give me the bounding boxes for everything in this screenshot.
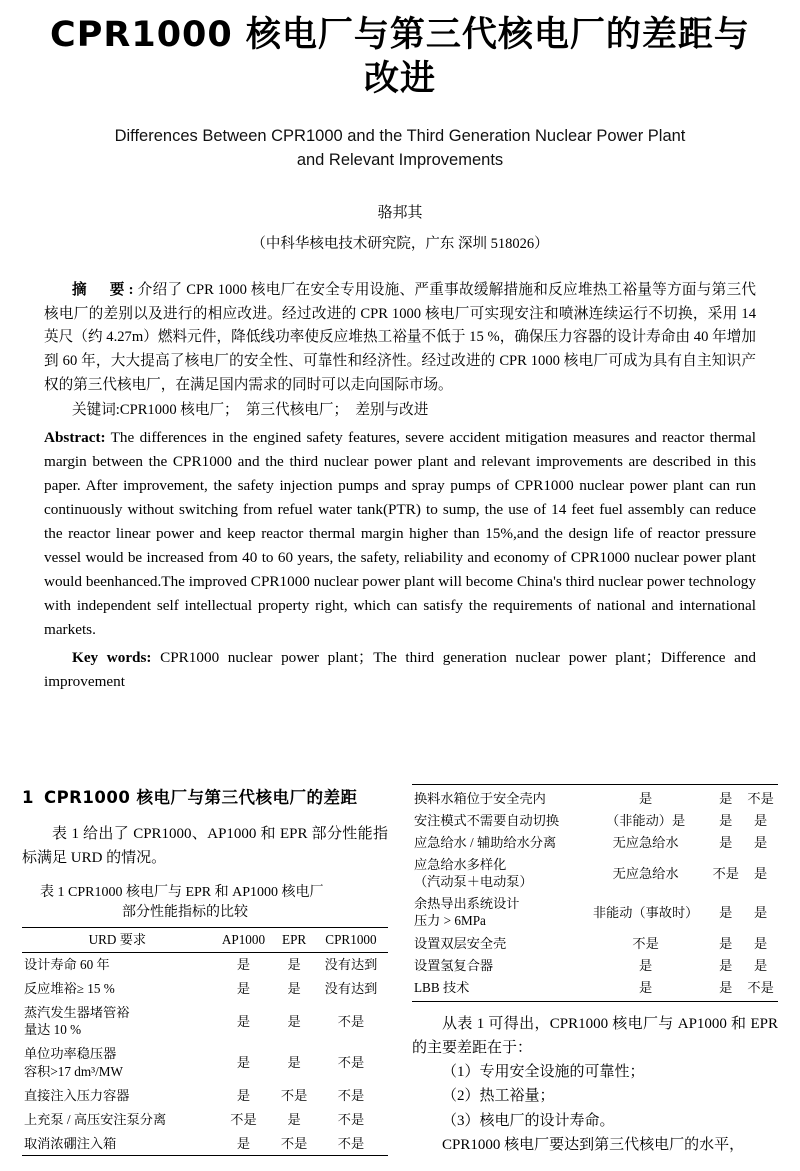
table-cell: 不是 — [337, 1087, 365, 1103]
table-cell: 不是 — [747, 979, 774, 995]
table-cell: 是 — [236, 957, 251, 972]
table-cell: 不是 — [747, 790, 774, 806]
section-title: CPR1000 核电厂与第三代核电厂的差距 — [43, 788, 358, 807]
title-english-line1: Differences Between CPR1000 and the Third Generation Nuclear Power Plant — [114, 126, 686, 145]
table-cell: 是 — [753, 834, 768, 850]
keywords-chinese-label: 关键词: — [72, 402, 120, 419]
table-cell: 是 — [719, 957, 733, 973]
affiliation: （中科华核电技术研究院，广东 深圳 518026） — [251, 236, 549, 252]
table-cell: 是 — [719, 979, 733, 995]
table-row — [412, 954, 778, 976]
table-row — [22, 1108, 388, 1132]
list-item: （1）专用安全设施的可靠性； — [442, 1064, 645, 1081]
table-row — [22, 1001, 388, 1043]
table-cell: 是 — [753, 904, 768, 920]
table1-caption-line2: 部分性能指标的比较 — [122, 904, 248, 920]
table-cell: 是 — [639, 790, 653, 806]
table-cell: 是 — [753, 812, 768, 828]
table-cell: 设计寿命 60 年 — [24, 957, 110, 972]
table1-column-header: EPR — [274, 928, 314, 953]
table-row — [412, 932, 778, 954]
abstract-chinese-text: 介绍了 CPR 1000 核电厂在安全专用设施、严重事故缓解措施和反应堆热工裕量等方面与第三代核电厂的差别以及进行的相应改进。经过改进的 CPR 1000 核电厂可实现安注和喷淋连续运行不切换，采用 14 英尺（约 4.27m）燃料元件，降低线功率使反应堆热工裕量不低于 15 %，确保压力容器的设计寿命由 40 年增加到 60 年，大大提高了核电厂的安全性、可靠性和经济性。经过改进的 CPR 1000 核电厂可成为具有自主知识产权的第三代核电厂，在满足国内需求的同时可以走向国际市场。 — [44, 282, 756, 393]
right-column — [412, 784, 778, 1157]
table-cell: 不是 — [337, 1135, 365, 1151]
table-cell: 是 — [287, 957, 301, 972]
table1-body — [22, 953, 388, 1156]
table-row — [22, 1132, 388, 1156]
page-title: CPR1000 核电厂与第三代核电厂的差距与改进 — [50, 15, 750, 99]
table-cell: 不是 — [230, 1111, 257, 1127]
table-cell: 是 — [719, 834, 733, 850]
abstract-chinese-label: 摘 要: — [72, 282, 138, 298]
table-row — [412, 976, 778, 998]
keywords-english-text: CPR1000 nuclear power plant；The third generation nuclear power plant；Difference and improvement — [44, 648, 757, 690]
abstract-english-label: Abstract: — [44, 428, 106, 446]
author: 骆邦其 — [377, 205, 423, 221]
section-number: 1 — [22, 788, 34, 807]
table-row — [412, 853, 778, 892]
table1-head — [22, 928, 388, 953]
table-cell: 应急给水 / 辅助给水分离 — [414, 834, 557, 850]
table-cell: 安注模式不需要自动切换 — [414, 812, 560, 828]
table-cell: 是 — [236, 980, 251, 996]
table-row — [412, 893, 778, 932]
table-cell: （非能动）是 — [606, 812, 686, 828]
table-cell: 不是 — [712, 865, 739, 881]
table2-wrap — [412, 784, 778, 1002]
table1-column-header: CPR1000 — [314, 928, 388, 953]
table1-column-header: URD 要求 — [22, 928, 213, 953]
table1-column-header: AP1000 — [213, 928, 275, 953]
table1-caption-line1: 表 1 CPR1000 核电厂与 EPR 和 AP1000 核电厂 — [40, 884, 324, 900]
table-cell: 是 — [287, 1055, 301, 1071]
table-row — [412, 787, 778, 809]
left-column — [22, 784, 388, 1157]
keywords-chinese — [44, 399, 756, 423]
table-cell: 是 — [287, 1013, 301, 1029]
table2 — [412, 787, 778, 999]
table-cell: 是 — [719, 935, 733, 951]
table-cell: 单位功率稳压器 容积>17 dm³/MW — [24, 1046, 123, 1080]
right-closing-paragraph: CPR1000 核电厂要达到第三代核电厂的水平， — [442, 1137, 745, 1154]
table-cell: 是 — [236, 1087, 251, 1103]
table-row — [412, 809, 778, 831]
table-cell: 余热导出系统设计 压力 > 6MPa — [414, 896, 520, 929]
table-row — [22, 1084, 388, 1108]
table-row — [22, 977, 388, 1001]
table-cell: 无应急给水 — [612, 834, 679, 850]
abstract-english — [44, 426, 756, 642]
list-item: （2）热工裕量； — [442, 1088, 555, 1105]
table-cell: 没有达到 — [324, 957, 378, 972]
table-cell: 换料水箱位于安全壳内 — [414, 790, 546, 806]
table2-body — [412, 787, 778, 999]
table-cell: 是 — [753, 865, 768, 881]
table-cell: 不是 — [337, 1055, 365, 1071]
table-cell: 是 — [719, 812, 733, 828]
right-intro-paragraph: 从表 1 可得出，CPR1000 核电厂与 AP1000 和 EPR 的主要差距在于： — [412, 1015, 778, 1056]
keywords-english-label: Key words: — [72, 648, 152, 666]
table-row — [22, 1042, 388, 1084]
title-english — [60, 124, 740, 174]
keywords-chinese-text: CPR1000 核电厂； 第三代核电厂； 差别与改进 — [119, 402, 429, 419]
two-column-body — [0, 784, 800, 1157]
right-list — [412, 1060, 778, 1133]
title-english-line2: and Relevant Improvements — [296, 151, 504, 170]
list-item: （3）核电厂的设计寿命。 — [442, 1112, 615, 1129]
table-cell: 是 — [639, 957, 653, 973]
table-cell: 不是 — [337, 1111, 365, 1127]
table-cell: 反应堆裕≥ 15 % — [24, 980, 115, 996]
section-heading — [22, 784, 388, 808]
table-cell: 是 — [753, 957, 768, 973]
table-cell: 应急给水多样化 （汽动泵＋电动泵） — [414, 856, 533, 890]
table1 — [22, 927, 388, 1156]
table-cell: 不是 — [280, 1135, 308, 1151]
abstract-block — [44, 279, 756, 694]
abstract-chinese — [44, 279, 756, 397]
table-cell: 取消浓硼注入箱 — [24, 1135, 117, 1151]
table-cell: 不是 — [632, 935, 659, 951]
table-cell: 没有达到 — [324, 980, 378, 996]
table1-header-row — [22, 928, 388, 953]
table-row — [412, 831, 778, 853]
table-cell: 不是 — [337, 1013, 365, 1029]
table-row — [22, 953, 388, 977]
section-intro-paragraph: 表 1 给出了 CPR1000、AP1000 和 EPR 部分性能指标满足 URD 的情况。 — [22, 826, 388, 867]
keywords-english — [44, 646, 756, 694]
table1-caption — [22, 883, 388, 924]
table-cell: 是 — [236, 1013, 251, 1029]
table-cell: 非能动（事故时） — [592, 904, 699, 920]
table-cell: 是 — [287, 1111, 301, 1127]
table-cell: 蒸汽发生器堵管裕 量达 10 % — [24, 1004, 130, 1038]
table-cell: 是 — [236, 1135, 251, 1151]
table-cell: 是 — [639, 979, 653, 995]
table-cell: 设置双层安全壳 — [414, 935, 507, 951]
table-cell: 是 — [287, 980, 301, 996]
paper-page — [0, 14, 800, 1171]
table-cell: 无应急给水 — [612, 865, 679, 881]
table-cell: LBB 技术 — [414, 979, 470, 995]
abstract-english-text: The differences in the engined safety features, severe accident mitigation measures and reactor thermal margin between the CPR1000 and the third nuclear power plant and relevant improvements are described in this paper. After improvement, the safety injection pumps and spray pumps of CPR1000 nuclear power plant can run continuously without switching from refuel water tank(PTR) to sump, the use of 14 feet fuel assembly can reduce the reactor linear power and keep reactor thermal margin higher than 15%,and the design life of reactor pressure vessel would be increased from 40 to 60 years, the safety, reliability and economy of CPR1000 nuclear power plant would beenhanced.The improved CPR1000 nuclear power plant will become China's third nuclear power technology with independent self intellectual property right, which can satisfy the requirements of national and international markets. — [44, 428, 756, 638]
table-cell: 上充泵 / 高压安注泵分离 — [24, 1111, 167, 1127]
table-cell: 是 — [719, 904, 733, 920]
table-cell: 直接注入压力容器 — [24, 1087, 130, 1103]
table-cell: 是 — [753, 935, 768, 951]
table-cell: 是 — [236, 1055, 251, 1071]
table-cell: 设置氢复合器 — [414, 957, 494, 973]
table-cell: 是 — [719, 790, 733, 806]
table-cell: 不是 — [280, 1087, 308, 1103]
